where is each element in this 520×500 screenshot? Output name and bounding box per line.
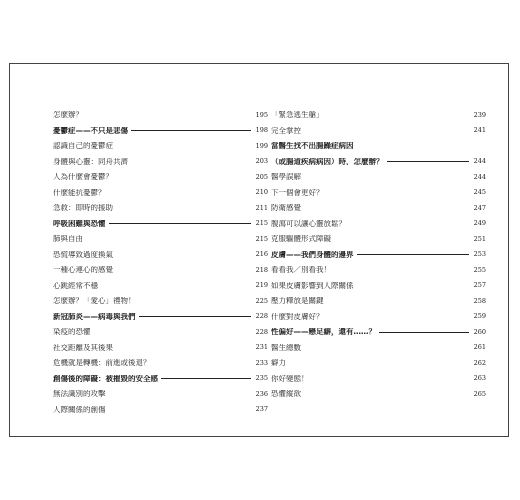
toc-entry-title: 皮膚——我們身體的邊界 — [271, 250, 354, 258]
toc-page-number: 211 — [255, 203, 268, 212]
toc-page-number: 244 — [473, 157, 486, 165]
toc-leader-line — [139, 300, 252, 301]
toc-leader-line — [161, 377, 251, 379]
toc-entry — [271, 262, 486, 278]
toc-entry — [53, 386, 268, 402]
toc-leader-line — [116, 269, 251, 270]
toc-page-number: 260 — [473, 327, 486, 336]
toc-leader-line — [349, 223, 469, 224]
toc-entry-title: 危機就是轉機：前進或後退？ — [53, 359, 151, 367]
toc-page-number: 265 — [473, 389, 486, 398]
toc-leader-line — [357, 285, 470, 286]
toc-leader-line — [131, 161, 251, 162]
toc-entry — [271, 355, 486, 371]
toc-page-number: 215 — [255, 234, 268, 243]
toc-leader-line — [101, 285, 251, 286]
toc-page-number: 235 — [255, 374, 268, 382]
toc-entry-title: 恐慌導致過度換氣 — [53, 250, 113, 258]
toc-page-number: 253 — [473, 250, 486, 258]
toc-entry-title: 當醫生找不出腸躁症病因 — [271, 142, 354, 150]
toc-entry-title: 人際關係的創傷 — [53, 405, 106, 413]
toc-page-number: 262 — [473, 358, 486, 367]
toc-entry-title: 創傷後的障礙：被摧毀的安全感 — [53, 374, 158, 382]
toc-leader-line — [86, 114, 251, 115]
toc-entry — [271, 185, 486, 201]
toc-entry-title: 「緊急逃生艙」 — [271, 111, 324, 119]
toc-page-number: 258 — [473, 296, 486, 305]
toc-page-number: 257 — [473, 281, 486, 289]
toc-leader-line — [116, 347, 251, 348]
toc-entry — [271, 278, 486, 294]
toc-page-number: 247 — [473, 203, 486, 212]
toc-entry — [271, 309, 486, 325]
toc-leader-line — [109, 393, 252, 394]
toc-entry-title: 完全掌控 — [271, 126, 301, 134]
toc-entry-title: 看看我／別看我！ — [271, 266, 331, 274]
toc-entry-title: 防衛感覺 — [271, 204, 301, 212]
toc-entry-title: 染疫的恐懼 — [53, 328, 91, 336]
toc-entry-title: 恐懼縱欲 — [271, 390, 301, 398]
toc-page-number: 259 — [473, 312, 486, 320]
toc-entry-title: 克服驅體形式障礙 — [271, 235, 331, 243]
toc-page-number: 239 — [473, 110, 486, 119]
toc-page-number: 218 — [255, 265, 268, 274]
toc-page-number: 199 — [255, 141, 268, 150]
toc-page-number: 236 — [255, 389, 268, 398]
toc-leader-line — [304, 207, 469, 208]
toc-leader-line — [327, 316, 470, 317]
toc-page-number: 210 — [255, 188, 268, 196]
toc-entry-title: 心跳經常不穩 — [53, 281, 98, 289]
toc-page-number: 241 — [473, 126, 486, 134]
toc-leader-line — [304, 176, 469, 177]
toc-entry-title: 憂鬱症——不只是悲傷 — [53, 126, 128, 134]
toc-page-number: 198 — [255, 126, 268, 134]
toc-leader-line — [334, 238, 469, 239]
toc-leader-line — [139, 315, 252, 317]
toc-leader-line — [116, 145, 251, 146]
toc-entry — [53, 340, 268, 356]
toc-entry-title: 癖力 — [271, 359, 286, 367]
toc-entry-title: 認識自己的憂鬱症 — [53, 142, 113, 150]
toc-page-number: 244 — [473, 172, 486, 181]
toc-right-column — [271, 107, 486, 402]
toc-entry-title: 呼吸困難與恐懼 — [53, 219, 106, 227]
toc-entry — [53, 185, 268, 201]
toc-entry-title: 社交距離及其後果 — [53, 343, 113, 351]
toc-entry — [53, 107, 268, 123]
toc-page-number: 231 — [255, 343, 268, 351]
toc-leader-line — [154, 362, 252, 363]
toc-entry — [53, 293, 268, 309]
toc-entry-title: 新冠肺炎——病毒與我們 — [53, 312, 136, 320]
toc-leader-line — [304, 130, 469, 131]
toc-entry-title: 人為什麼會憂鬱？ — [53, 173, 113, 181]
toc-leader-line — [289, 362, 469, 363]
toc-entry — [53, 278, 268, 294]
toc-leader-line — [312, 378, 470, 379]
toc-leader-line — [327, 300, 470, 301]
toc-page-number: 195 — [255, 110, 268, 119]
toc-entry-title: 身體與心靈：同舟共濟 — [53, 157, 128, 165]
toc-entry-title: 下一個會更好？ — [271, 188, 324, 196]
toc-page-number: 203 — [255, 157, 268, 165]
toc-chapter-entry — [53, 309, 268, 325]
toc-entry-title: 你好變態！ — [271, 374, 309, 382]
toc-leader-line — [116, 254, 251, 255]
toc-page-number: 245 — [473, 188, 486, 196]
toc-leader-line — [86, 238, 251, 239]
toc-entry — [53, 355, 268, 371]
toc-leader-line — [327, 114, 470, 115]
toc-entry — [53, 247, 268, 263]
toc-leader-line — [109, 222, 252, 224]
toc-page-number: 225 — [255, 296, 268, 305]
toc-page-number: 219 — [255, 281, 268, 289]
toc-chapter-entry — [53, 216, 268, 232]
toc-entry-title: 如果皮膚影響到人際關係 — [271, 281, 354, 289]
toc-leader-line — [94, 331, 252, 332]
toc-entry-title: 怎麼辦？ — [53, 111, 83, 119]
toc-page-number: 255 — [473, 265, 486, 274]
toc-chapter-entry — [271, 324, 486, 340]
toc-entry — [271, 216, 486, 232]
toc-entry-title: 腹瀉可以讓心靈放鬆？ — [271, 219, 346, 227]
toc-chapter-entry — [271, 247, 486, 263]
toc-entry-title: 什麼能抗憂鬱？ — [53, 188, 106, 196]
toc-entry-title: （或腸道疾病病因）時，怎麼辦？ — [271, 157, 384, 165]
toc-leader-line — [116, 176, 251, 177]
toc-leader-line — [109, 192, 252, 193]
toc-page-number: 249 — [473, 219, 486, 227]
toc-entry — [271, 169, 486, 185]
toc-entry — [53, 200, 268, 216]
toc-leader-line — [357, 253, 470, 255]
toc-entry-title: 醫學誤解 — [271, 173, 301, 181]
toc-page-number: 228 — [255, 327, 268, 336]
toc-left-column — [53, 107, 268, 417]
toc-page-number: 216 — [255, 250, 268, 258]
toc-entry — [271, 107, 486, 123]
toc-entry — [53, 154, 268, 170]
toc-entry-title: 急救：即時的援助 — [53, 204, 113, 212]
toc-leader-line — [304, 347, 469, 348]
toc-entry — [271, 200, 486, 216]
toc-leader-line — [334, 269, 469, 270]
toc-entry — [271, 293, 486, 309]
toc-entry-title: 怎麼辦？「愛心」禮物！ — [53, 297, 136, 305]
toc-page-number: 251 — [473, 234, 486, 243]
toc-entry-title: 肺與自由 — [53, 235, 83, 243]
toc-entry-title: 壓力釋放是關鍵 — [271, 297, 324, 305]
toc-entry — [271, 340, 486, 356]
toc-leader-line — [387, 160, 470, 162]
toc-entry — [53, 402, 268, 418]
toc-entry — [53, 169, 268, 185]
toc-leader-line — [116, 207, 251, 208]
toc-chapter-entry — [271, 138, 486, 154]
toc-leader-line — [131, 129, 251, 131]
toc-leader-line — [109, 409, 252, 410]
toc-entry — [271, 371, 486, 387]
toc-entry — [271, 386, 486, 402]
toc-chapter-entry — [53, 371, 268, 387]
toc-page-number: 205 — [255, 172, 268, 181]
toc-page-number: 237 — [255, 405, 268, 413]
toc-page-number: 261 — [473, 343, 486, 351]
toc-page-number: 263 — [473, 374, 486, 382]
toc-leader-line — [357, 145, 470, 146]
toc-page-number: 228 — [255, 312, 268, 320]
toc-page-number: 233 — [255, 358, 268, 367]
toc-leader-line — [304, 393, 469, 394]
toc-leader-line — [327, 192, 470, 193]
toc-leader-line — [379, 331, 469, 333]
toc-chapter-entry — [53, 123, 268, 139]
toc-entry-title: 醫生總數 — [271, 343, 301, 351]
toc-entry — [53, 231, 268, 247]
toc-entry-title: 什麼對皮膚好？ — [271, 312, 324, 320]
toc-entry — [271, 123, 486, 139]
toc-entry-title: 一種心連心的感覺 — [53, 266, 113, 274]
toc-entry — [53, 324, 268, 340]
toc-page-number: 215 — [255, 219, 268, 227]
toc-entry-title: 無法識別的攻擊 — [53, 390, 106, 398]
toc-entry — [53, 138, 268, 154]
toc-entry-title: 性偏好——戀足癖，還有……？ — [271, 328, 376, 336]
toc-entry — [271, 231, 486, 247]
toc-entry — [53, 262, 268, 278]
toc-chapter-entry — [271, 154, 486, 170]
